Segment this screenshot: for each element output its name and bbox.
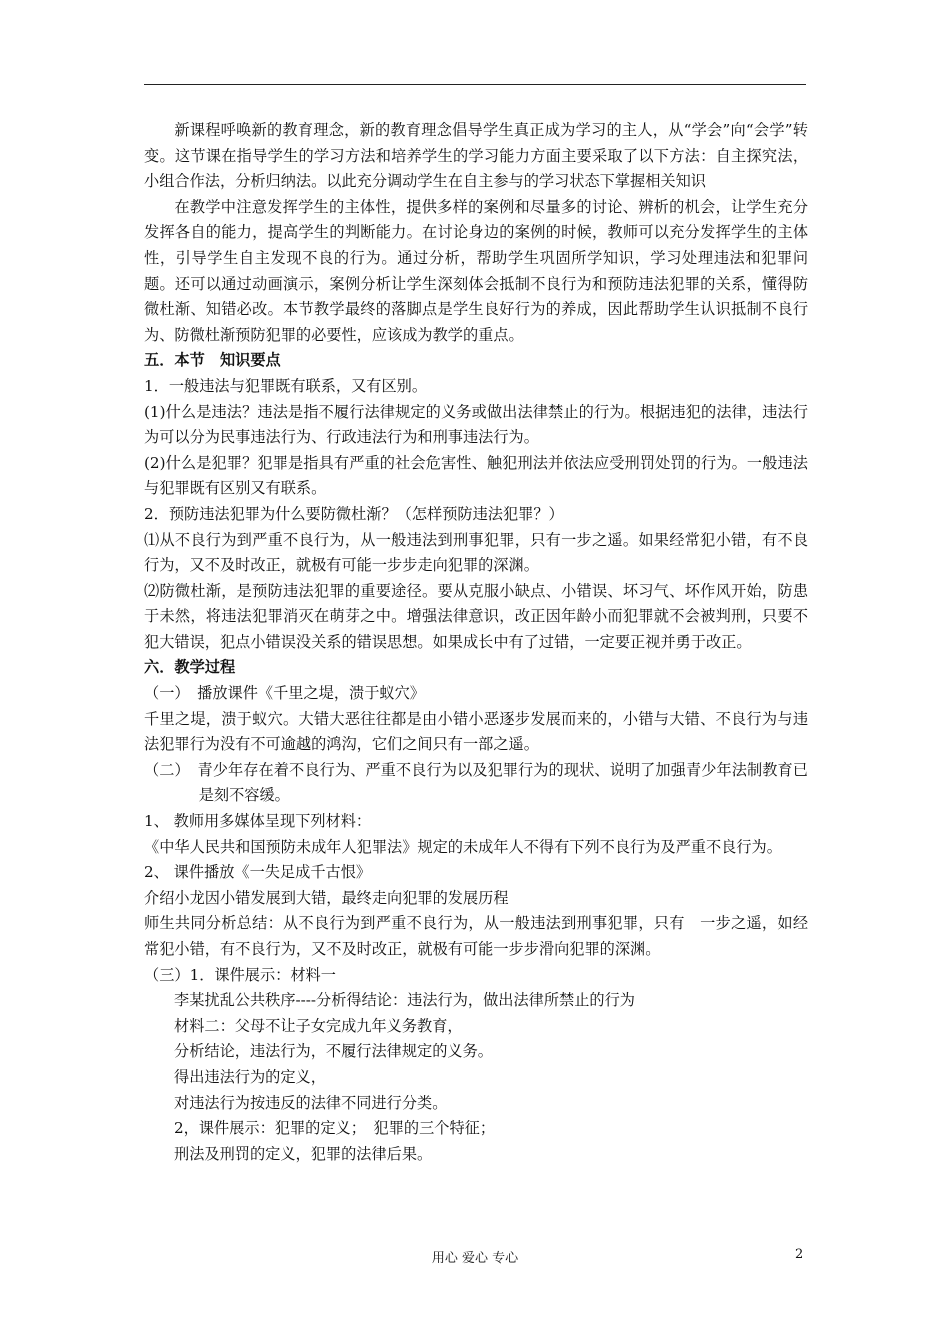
paragraph: 2、 课件播放《一失足成千古恨》 bbox=[144, 863, 372, 882]
section-heading: 六．教学过程 bbox=[144, 658, 236, 677]
section-heading: 五．本节 知识要点 bbox=[144, 351, 281, 370]
paragraph: 1．一般违法与犯罪既有联系，又有区别。 bbox=[144, 376, 428, 395]
paragraph: 《中华人民共和国预防未成年人犯罪法》规定的未成年人不得有下列不良行为及严重不良行为。 bbox=[144, 837, 782, 856]
paragraph: 2．预防违法犯罪为什么要防微杜渐？（怎样预防违法犯罪？） bbox=[144, 504, 564, 523]
header-rule bbox=[144, 84, 806, 85]
paragraph: （二） 青少年存在着不良行为、严重不良行为以及犯罪行为的现状、说明了加强青少年法制教育已是刻不容缓。 bbox=[144, 760, 808, 805]
paragraph: 师生共同分析总结：从不良行为到严重不良行为，从一般违法到刑事犯罪，只有 一步之遥，如经常犯小错，有不良行为，又不及时改正，就极有可能一步步滑向犯罪的深渊。 bbox=[144, 914, 808, 958]
page-number: 2 bbox=[795, 1247, 804, 1262]
paragraph: 分析结论，违法行为，不履行法律规定的义务。 bbox=[174, 1042, 493, 1061]
paragraph: 刑法及刑罚的定义，犯罪的法律后果。 bbox=[174, 1144, 433, 1163]
paragraph: 材料二：父母不让子女完成九年义务教育， bbox=[174, 1016, 463, 1035]
paragraph: 千里之堤，溃于蚁穴。大错大恶往往都是由小错小恶逐步发展而来的，小错与大错、不良行为与违法犯罪行为没有不可逾越的鸿沟，它们之间只有一部之遥。 bbox=[144, 709, 808, 754]
paragraph: （一） 播放课件《千里之堤，溃于蚁穴》 bbox=[144, 684, 425, 703]
paragraph: 新课程呼唤新的教育理念，新的教育理念倡导学生真正成为学习的主人，从“学会”向“会学”转变。这节课在指导学生的学习方法和培养学生的学习能力方面主要采取了以下方法：自主探究法，小组合作法，分析归纳法。以此充分调动学生在自主参与的学习状态下掌握相关知识 bbox=[144, 121, 808, 191]
paragraph: 对违法行为按违反的法律不同进行分类。 bbox=[174, 1093, 448, 1112]
document-body bbox=[144, 118, 808, 1167]
paragraph: ⑵防微杜渐，是预防违法犯罪的重要途径。要从克服小缺点、小错误、坏习气、坏作风开始，防患于未然，将违法犯罪消灭在萌芽之中。增强法律意识，改正因年龄小而犯罪就不会被判刑，只要不犯大错误，犯点小错误没关系的错误思想。如果成长中有了过错，一定要正视并勇于改正。 bbox=[144, 581, 808, 651]
paragraph: ⑴从不良行为到严重不良行为，从一般违法到刑事犯罪，只有一步之遥。如果经常犯小错，有不良行为，又不及时改正，就极有可能一步步走向犯罪的深渊。 bbox=[144, 530, 808, 575]
paragraph: 在教学中注意发挥学生的主体性，提供多样的案例和尽量多的讨论、辨析的机会，让学生充分发挥各自的能力，提高学生的判断能力。在讨论身边的案例的时候，教师可以充分发挥学生的主体性，引导学生自主发现不良的行为。通过分析，帮助学生巩固所学知识，学习处理违法和犯罪问题。还可以通过动画演示，案例分析让学生深刻体会抵制不良行为和预防违法犯罪的关系，懂得防微杜渐、知错必改。本节教学最终的落脚点是学生良好行为的养成，因此帮助学生认识抵制不良行为、防微杜渐预防犯罪的必要性，应该成为教学的重点。 bbox=[144, 197, 808, 344]
paragraph: (1)什么是违法？违法是指不履行法律规定的义务或做出法律禁止的行为。根据违犯的法律，违法行为可以分为民事违法行为、行政违法行为和刑事违法行为。 bbox=[144, 402, 808, 447]
paragraph: 得出违法行为的定义， bbox=[174, 1067, 326, 1086]
paragraph: 介绍小龙因小错发展到大错，最终走向犯罪的发展历程 bbox=[144, 888, 509, 907]
footer-motto: 用心 爱心 专心 bbox=[431, 1251, 519, 1266]
paragraph: 李某扰乱公共秩序----分析得结论：违法行为，做出法律所禁止的行为 bbox=[174, 991, 635, 1010]
paragraph: (2)什么是犯罪？犯罪是指具有严重的社会危害性、触犯刑法并依法应受刑罚处罚的行为。一般违法与犯罪既有区别又有联系。 bbox=[144, 453, 808, 498]
page-footer bbox=[0, 1247, 950, 1267]
paragraph: 2，课件展示：犯罪的定义； 犯罪的三个特征； bbox=[174, 1119, 496, 1138]
paragraph: （三）1．课件展示：材料一 bbox=[144, 965, 336, 984]
paragraph: 1、 教师用多媒体呈现下列材料： bbox=[144, 812, 372, 831]
